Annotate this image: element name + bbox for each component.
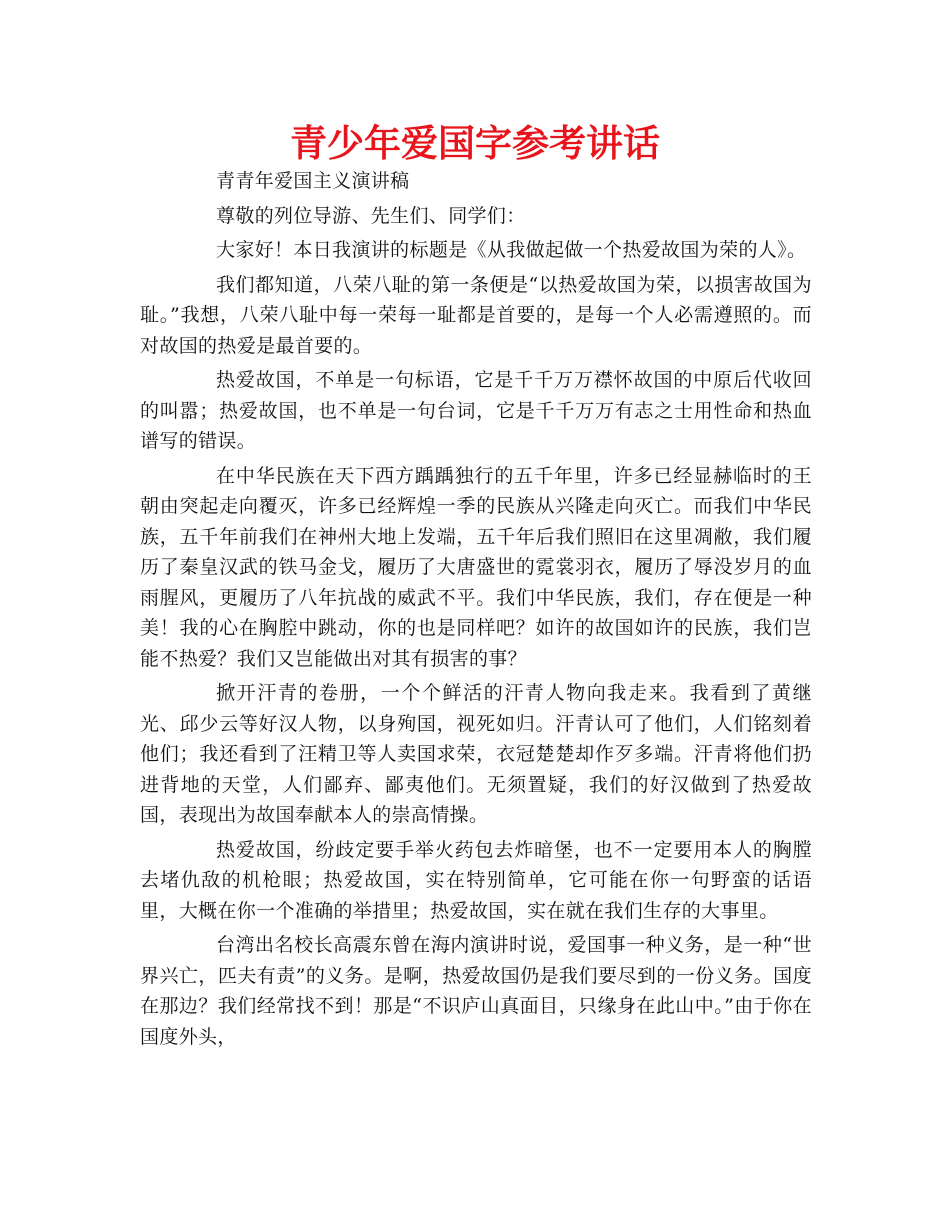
paragraph: 热爱故国，不单是一句标语，它是千千万万襟怀故国的中原后代收回的叫嚣；热爱故国，也不单是一句台词，它是千千万万有志之士用性命和热血谱写的错误。 xyxy=(140,369,812,452)
paragraph: 在中华民族在天下西方踽踽独行的五千年里，许多已经显赫临时的王朝由突起走向覆灭，许多已经辉煌一季的民族从兴隆走向灭亡。而我们中华民族，五千年前我们在神州大地上发端，五千年后我们照旧在这里凋敝，我们履历了秦皇汉武的铁马金戈，履历了大唐盛世的霓裳羽衣，履历了辱没岁月的血雨腥风，更履历了八年抗战的威武不平。我们中华民族，我们，存在便是一种美！我的心在胸腔中跳动，你的也是同样吧？如许的故国如许的民族，我们岂能不热爱？我们又岂能做出对其有损害的事？ xyxy=(140,464,812,670)
document-body xyxy=(140,166,812,1056)
paragraph: 热爱故国，纷歧定要手举火药包去炸暗堡，也不一定要用本人的胸膛去堵仇敌的机枪眼；热爱故国，实在特别简单，它可能在你一句野蛮的话语里，大概在你一个准确的举措里；热爱故国，实在就在我们生存的大事里。 xyxy=(140,838,812,922)
paragraph-salutation: 尊敬的列位导游、先生们、同学们： xyxy=(216,204,526,227)
paragraph-subtitle: 青青年爱国主义演讲稿 xyxy=(216,170,410,192)
document-title: 青少年爱国字参考讲话 xyxy=(290,122,660,165)
paragraph: 我们都知道，八荣八耻的第一条便是“以热爱故国为荣，以损害故国为耻。”我想，八荣八耻中每一荣每一耻都是首要的，是每一个人必需遵照的。而对故国的热爱是最首要的。 xyxy=(140,273,812,357)
paragraph-greeting: 大家好！本日我演讲的标题是《从我做起做一个热爱故国为荣的人》。 xyxy=(216,239,807,261)
paragraph: 台湾出名校长高震东曾在海内演讲时说，爱国事一种义务，是一种“世界兴亡，匹夫有责”的义务。是啊，热爱故国仍是我们要尽到的一份义务。国度在那边？我们经常找不到！那是“不识庐山真面目，只缘身在此山中。”由于你在国度外头， xyxy=(140,934,812,1048)
paragraph: 掀开汗青的卷册，一个个鲜活的汗青人物向我走来。我看到了黄继光、邱少云等好汉人物，以身殉国，视死如归。汗青认可了他们，人们铭刻着他们；我还看到了汪精卫等人卖国求荣，衣冠楚楚却作歹多端。汗青将他们扔进背地的天堂，人们鄙弃、鄙夷他们。无须置疑，我们的好汉做到了热爱故国，表现出为故国奉献本人的崇高情操。 xyxy=(140,682,812,826)
